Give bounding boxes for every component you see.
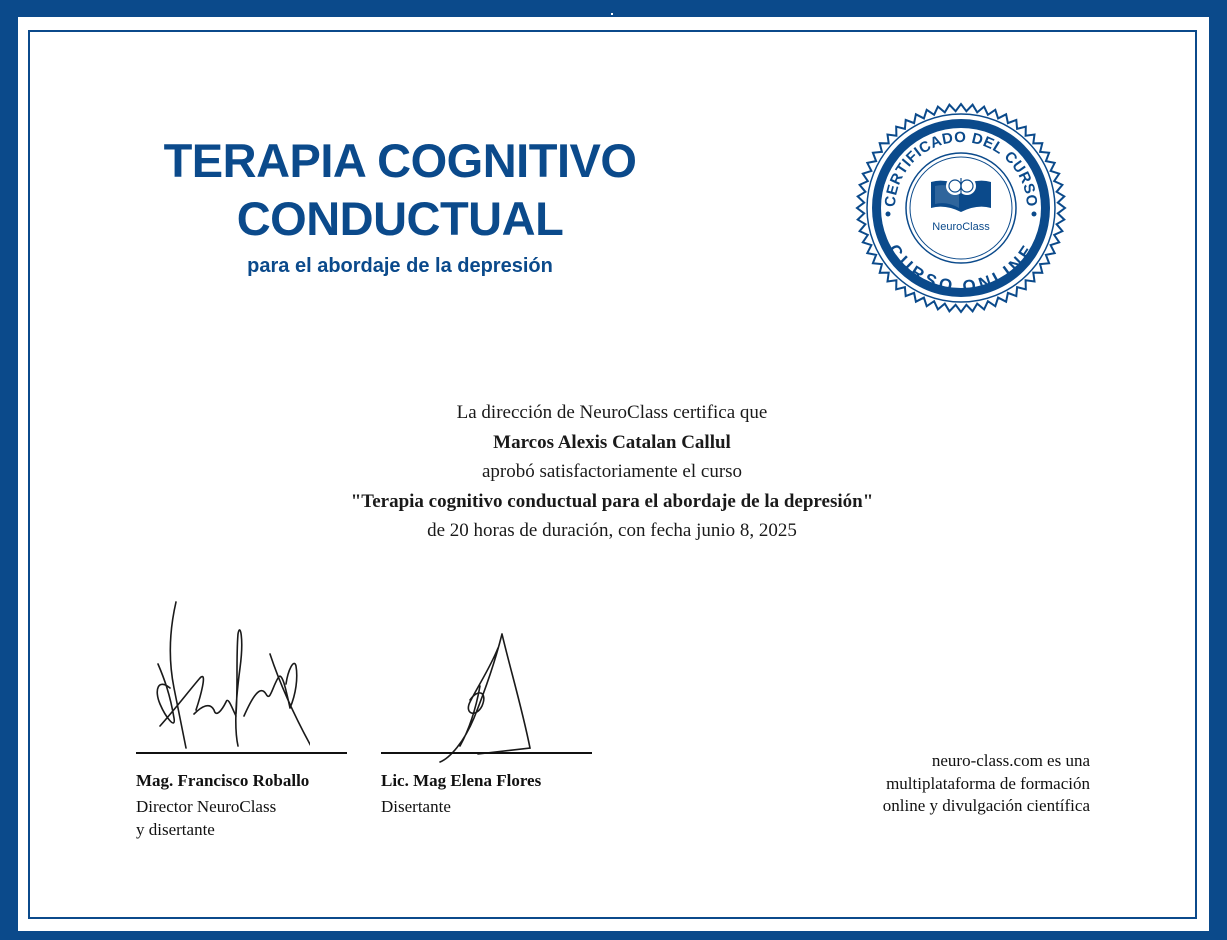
footer-line-1: neuro-class.com es una [931, 751, 1090, 770]
certificate-body [212, 398, 1012, 546]
recipient-name: Marcos Alexis Catalan Callul [493, 431, 731, 453]
signature-flores [430, 628, 540, 768]
seal-dot-left [886, 212, 891, 217]
signature-roballo [140, 598, 310, 758]
seal-dot-right [1032, 212, 1037, 217]
seal-top-text: CERTIFICADO DEL CURSO [881, 128, 1041, 208]
course-title-line1: TERAPIA COGNITIVO [163, 134, 637, 187]
seal-brand: NeuroClass [932, 221, 990, 233]
signatory-1-role-line1: Director NeuroClass [136, 797, 277, 816]
intro-text: La dirección de NeuroClass certifica que [456, 402, 768, 423]
footer-line-3: online y divulgación científica [882, 796, 1090, 815]
course-title [140, 132, 660, 248]
certificate-seal [855, 102, 1067, 314]
top-dot [611, 13, 613, 15]
approved-text: aprobó satisfactoriamente el curso [481, 461, 743, 482]
signatory-2-role-line1: Disertante [381, 797, 451, 816]
duration-text: de 20 horas de duración, con fecha junio 8, 2025 [427, 520, 797, 541]
signatory-2-name: Lic. Mag Elena Flores [381, 771, 542, 790]
signatory-1-name: Mag. Francisco Roballo [136, 771, 310, 790]
footer-note [820, 750, 1090, 818]
course-title-line2: CONDUCTUAL [236, 192, 564, 245]
signatory-1-role-line2: y disertante [136, 820, 215, 839]
course-name: "Terapia cognitivo conductual para el abordaje de la depresión" [350, 490, 874, 512]
signature-line-2 [381, 752, 592, 754]
seal-bottom-text: CURSO ONLINE [884, 240, 1038, 297]
signature-line-1 [136, 752, 347, 754]
course-subtitle: para el abordaje de la depresión [247, 255, 553, 277]
footer-line-2: multiplataforma de formación [886, 773, 1090, 793]
